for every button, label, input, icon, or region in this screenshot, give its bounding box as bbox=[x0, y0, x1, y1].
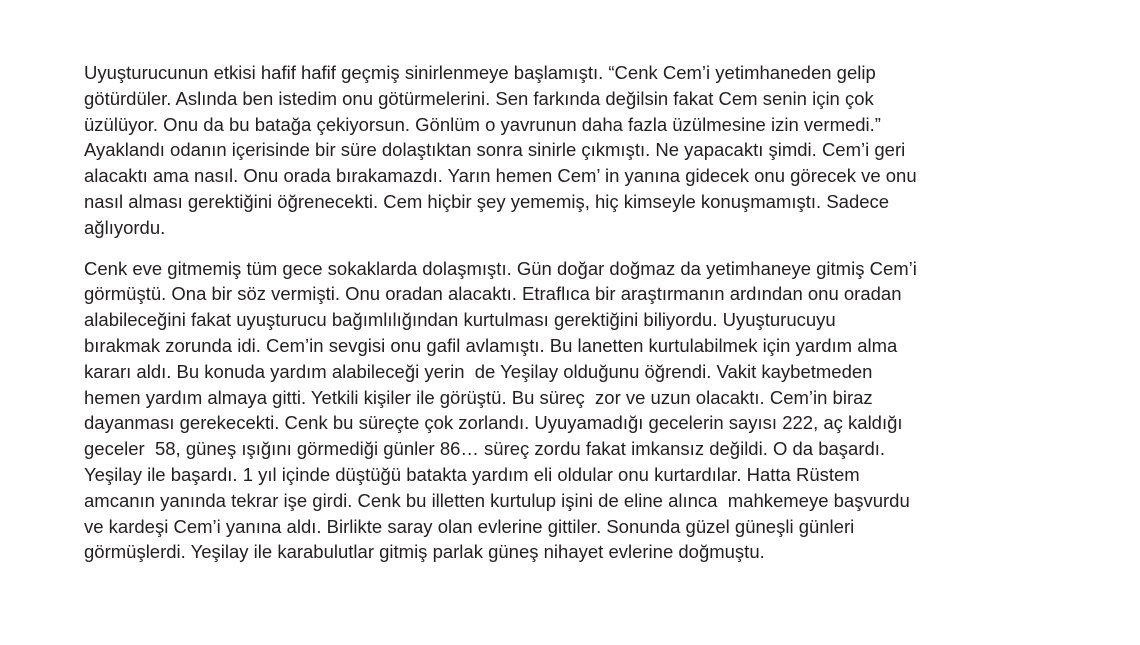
paragraph-line: ağlıyordu. bbox=[84, 216, 166, 238]
document-page bbox=[84, 60, 1084, 565]
paragraph-line: hemen yardım almaya gitti. Yetkili kişiler ile görüştü. Bu süreç zor ve uzun olacaktı. Cem’in biraz bbox=[84, 386, 873, 408]
paragraph-line: amcanın yanında tekrar işe girdi. Cenk bu illetten kurtulup işini de eline alınca mahkemeye başvurdu bbox=[84, 489, 910, 511]
paragraph-line: üzülüyor. Onu da bu batağa çekiyorsun. Gönlüm o yavrunun daha fazla üzülmesine izin vermedi.” bbox=[84, 113, 881, 135]
paragraph-line: Yeşilay ile başardı. 1 yıl içinde düştüğü batakta yardım eli oldular onu kurtardılar. Hatta Rüstem bbox=[84, 463, 860, 485]
paragraph-line: Ayaklandı odanın içerisinde bir süre dolaştıktan sonra sinirle çıkmıştı. Ne yapacaktı şimdi. Cem’i geri bbox=[84, 139, 906, 161]
paragraph-line: alacaktı ama nasıl. Onu orada bırakamazdı. Yarın hemen Cem’ in yanına gidecek onu görecek ve onu bbox=[84, 165, 917, 187]
paragraph-line: görmüştü. Ona bir söz vermişti. Onu oradan alacaktı. Etraflıca bir araştırmanın ardından onu oradan bbox=[84, 283, 902, 305]
paragraph-line: Uyuşturucunun etkisi hafif hafif geçmiş sinirlenmeye başlamıştı. “Cenk Cem’i yetimhaneden gelip bbox=[84, 62, 876, 83]
story-paragraph-2 bbox=[84, 256, 1084, 566]
paragraph-line: götürdüler. Aslında ben istedim onu götürmelerini. Sen farkında değilsin fakat Cem senin için çok bbox=[84, 87, 874, 109]
paragraph-line: Cenk eve gitmemiş tüm gece sokaklarda dolaşmıştı. Gün doğar doğmaz da yetimhaneye gitmiş Cem’i bbox=[84, 257, 917, 279]
paragraph-line: kararı aldı. Bu konuda yardım alabileceği yerin de Yeşilay olduğunu öğrendi. Vakit kaybetmeden bbox=[84, 360, 873, 382]
paragraph-line: alabileceğini fakat uyuşturucu bağımlılığından kurtulması gerektiğini biliyordu. Uyuşturucuyu bbox=[84, 309, 836, 331]
paragraph-line: geceler 58, güneş ışığını görmediği günler 86… süreç zordu fakat imkansız değildi. O da başardı. bbox=[84, 438, 886, 460]
paragraph-line: ve kardeşi Cem’i yanına aldı. Birlikte saray olan evlerine gittiler. Sonunda güzel güneşli günleri bbox=[84, 515, 855, 537]
story-paragraph-1 bbox=[84, 60, 1084, 241]
paragraph-line: bırakmak zorunda idi. Cem’in sevgisi onu gafil avlamıştı. Bu lanetten kurtulabilmek için yardım alma bbox=[84, 334, 898, 356]
paragraph-line: nasıl alması gerektiğini öğrenecekti. Cem hiçbir şey yememiş, hiç kimseyle konuşmamıştı. Sadece bbox=[84, 190, 890, 212]
paragraph-line: dayanması gerekecekti. Cenk bu süreçte çok zorlandı. Uyuyamadığı gecelerin sayısı 222, aç kaldığı bbox=[84, 412, 903, 434]
paragraph-line: görmüşlerdi. Yeşilay ile karabulutlar gitmiş parlak güneş nihayet evlerine doğmuştu. bbox=[84, 541, 765, 563]
